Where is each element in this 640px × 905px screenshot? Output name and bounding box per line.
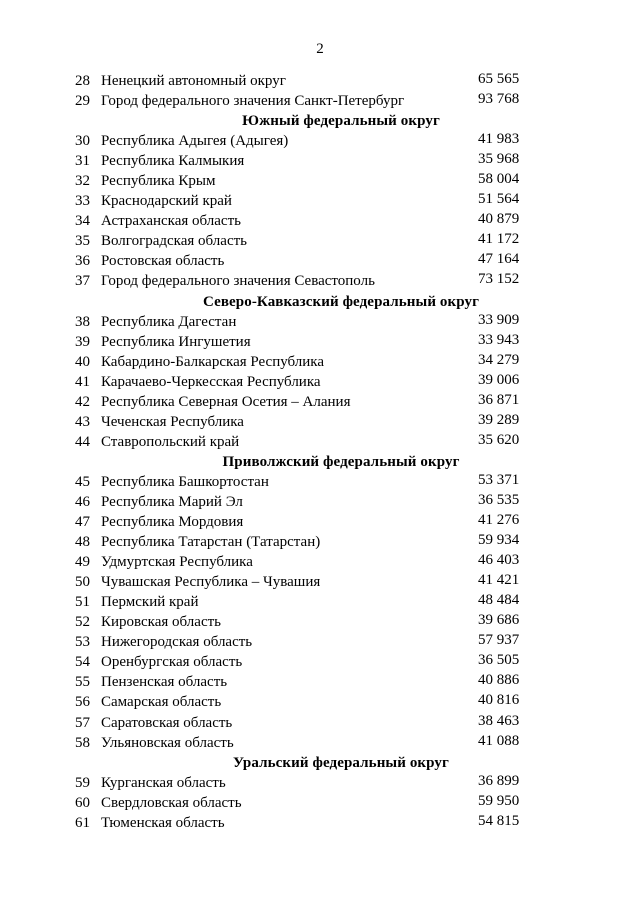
row-number: 36 — [75, 253, 90, 270]
row-number: 33 — [75, 193, 90, 210]
row-number: 50 — [75, 574, 90, 591]
table-row — [0, 472, 640, 492]
region-name: Республика Татарстан (Татарстан) — [101, 534, 321, 551]
region-name: Карачаево-Черкесская Республика — [101, 373, 321, 390]
region-name: Республика Мордовия — [101, 514, 244, 531]
region-name: Оренбургская область — [101, 654, 243, 671]
table-row — [0, 432, 640, 452]
region-name: Город федерального значения Севастополь — [101, 273, 375, 290]
district-header-title: Уральский федеральный округ — [233, 754, 449, 771]
region-name: Удмуртская Республика — [101, 554, 253, 571]
region-value: 58 004 — [478, 171, 520, 188]
region-value: 35 968 — [478, 151, 520, 168]
region-name: Тюменская область — [101, 814, 225, 831]
region-value: 34 279 — [478, 351, 520, 368]
region-value: 36 871 — [478, 391, 520, 408]
region-value: 51 564 — [478, 191, 520, 208]
region-name: Ставропольский край — [101, 433, 240, 450]
table-row — [0, 592, 640, 612]
table-row — [0, 532, 640, 552]
row-number: 53 — [75, 634, 90, 651]
region-value: 33 943 — [478, 331, 520, 348]
row-number: 54 — [75, 654, 90, 671]
region-name: Город федерального значения Санкт-Петербург — [101, 93, 405, 110]
region-name: Чеченская Республика — [101, 413, 244, 430]
region-name: Ульяновская область — [101, 734, 234, 751]
table-row — [0, 492, 640, 512]
row-number: 58 — [75, 734, 90, 751]
row-number: 52 — [75, 614, 90, 631]
table-row — [0, 512, 640, 532]
row-number: 37 — [75, 273, 90, 290]
table-row — [0, 271, 640, 291]
region-name: Республика Крым — [101, 173, 216, 190]
region-name: Курганская область — [101, 774, 226, 791]
region-value: 93 768 — [478, 91, 520, 108]
row-number: 35 — [75, 233, 90, 250]
region-name: Краснодарский край — [101, 193, 232, 210]
table-row — [0, 372, 640, 392]
region-name: Саратовская область — [101, 714, 233, 731]
row-number: 56 — [75, 694, 90, 711]
table-row — [0, 672, 640, 692]
district-header-title: Приволжский федеральный округ — [222, 453, 460, 470]
region-name: Республика Калмыкия — [101, 153, 245, 170]
region-name: Республика Башкортостан — [101, 473, 269, 490]
region-value: 38 463 — [478, 712, 520, 729]
table-row — [0, 773, 640, 793]
row-number: 55 — [75, 674, 90, 691]
row-number: 59 — [75, 774, 90, 791]
region-name: Кабардино-Балкарская Республика — [101, 353, 325, 370]
region-name: Республика Дагестан — [101, 313, 237, 330]
table-row — [0, 131, 640, 151]
district-header-title: Южный федеральный округ — [242, 113, 440, 130]
table-row — [0, 632, 640, 652]
table-row — [0, 231, 640, 251]
region-value: 39 686 — [478, 612, 520, 629]
region-name: Республика Адыгея (Адыгея) — [101, 133, 289, 150]
table-row — [0, 312, 640, 332]
row-number: 45 — [75, 473, 90, 490]
region-name: Республика Марий Эл — [101, 493, 243, 510]
region-name: Пензенская область — [101, 674, 228, 691]
region-name: Волгоградская область — [101, 233, 247, 250]
table-row — [0, 251, 640, 271]
region-value: 57 937 — [478, 632, 520, 649]
table-row — [0, 352, 640, 372]
region-value: 46 403 — [478, 552, 520, 569]
row-number: 48 — [75, 534, 90, 551]
district-header-title: Северо-Кавказский федеральный округ — [202, 293, 480, 310]
table-row — [0, 332, 640, 352]
region-value: 36 899 — [478, 772, 520, 789]
region-value: 48 484 — [478, 592, 520, 609]
region-value: 40 879 — [478, 211, 520, 228]
row-number: 28 — [75, 73, 90, 89]
region-value: 35 620 — [478, 431, 520, 448]
region-value: 41 421 — [478, 572, 520, 589]
region-name: Свердловская область — [101, 794, 242, 811]
row-number: 57 — [75, 714, 90, 731]
region-value: 33 909 — [478, 311, 520, 328]
region-value: 41 172 — [478, 231, 520, 248]
region-value: 36 505 — [478, 652, 520, 669]
row-number: 47 — [75, 514, 90, 531]
region-value: 39 289 — [478, 411, 520, 428]
region-value: 40 816 — [478, 692, 520, 709]
page-number: 2 — [316, 41, 324, 57]
table-row — [0, 793, 640, 813]
region-name: Пермский край — [101, 594, 199, 611]
region-name: Чувашская Республика – Чувашия — [101, 574, 321, 591]
district-header — [0, 753, 640, 773]
table-row — [0, 552, 640, 572]
row-number: 43 — [75, 413, 90, 430]
table-row — [0, 171, 640, 191]
row-number: 49 — [75, 554, 90, 571]
district-header — [0, 111, 640, 131]
table-row — [0, 191, 640, 211]
table-row — [0, 733, 640, 753]
region-value: 73 152 — [478, 271, 520, 288]
region-name: Республика Северная Осетия – Алания — [101, 393, 351, 410]
table-row — [0, 572, 640, 592]
region-name: Республика Ингушетия — [101, 333, 251, 350]
region-value: 59 950 — [478, 792, 520, 809]
regions-table — [0, 71, 640, 833]
row-number: 34 — [75, 213, 90, 230]
region-value: 59 934 — [478, 532, 520, 549]
region-value: 41 276 — [478, 512, 520, 529]
region-name: Ростовская область — [101, 253, 225, 270]
table-row — [0, 392, 640, 412]
region-value: 36 535 — [478, 491, 520, 508]
region-name: Кировская область — [101, 614, 222, 631]
table-row — [0, 151, 640, 171]
row-number: 32 — [75, 173, 90, 190]
row-number: 61 — [75, 814, 90, 831]
table-row — [0, 412, 640, 432]
region-name: Самарская область — [101, 694, 222, 711]
region-name: Нижегородская область — [101, 634, 253, 651]
table-row — [0, 612, 640, 632]
region-value: 39 006 — [478, 371, 520, 388]
district-header — [0, 292, 640, 312]
region-value: 54 815 — [478, 812, 520, 829]
region-value: 53 371 — [478, 471, 520, 488]
row-number: 41 — [75, 373, 90, 390]
region-value: 47 164 — [478, 251, 520, 268]
row-number: 38 — [75, 313, 90, 330]
table-row — [0, 692, 640, 712]
row-number: 46 — [75, 493, 90, 510]
table-row — [0, 813, 640, 833]
row-number: 44 — [75, 433, 90, 450]
district-header — [0, 452, 640, 472]
region-name: Астраханская область — [101, 213, 241, 230]
row-number: 30 — [75, 133, 90, 150]
region-value: 65 565 — [478, 71, 520, 87]
row-number: 40 — [75, 353, 90, 370]
region-value: 40 886 — [478, 672, 520, 689]
row-number: 51 — [75, 594, 90, 611]
row-number: 31 — [75, 153, 90, 170]
table-row — [0, 652, 640, 672]
table-row — [0, 91, 640, 111]
row-number: 29 — [75, 93, 90, 110]
table-row — [0, 211, 640, 231]
row-number: 60 — [75, 794, 90, 811]
region-value: 41 983 — [478, 131, 520, 148]
table-row — [0, 71, 640, 91]
region-value: 41 088 — [478, 732, 520, 749]
region-name: Ненецкий автономный округ — [101, 73, 286, 89]
row-number: 42 — [75, 393, 90, 410]
row-number: 39 — [75, 333, 90, 350]
table-row — [0, 713, 640, 733]
